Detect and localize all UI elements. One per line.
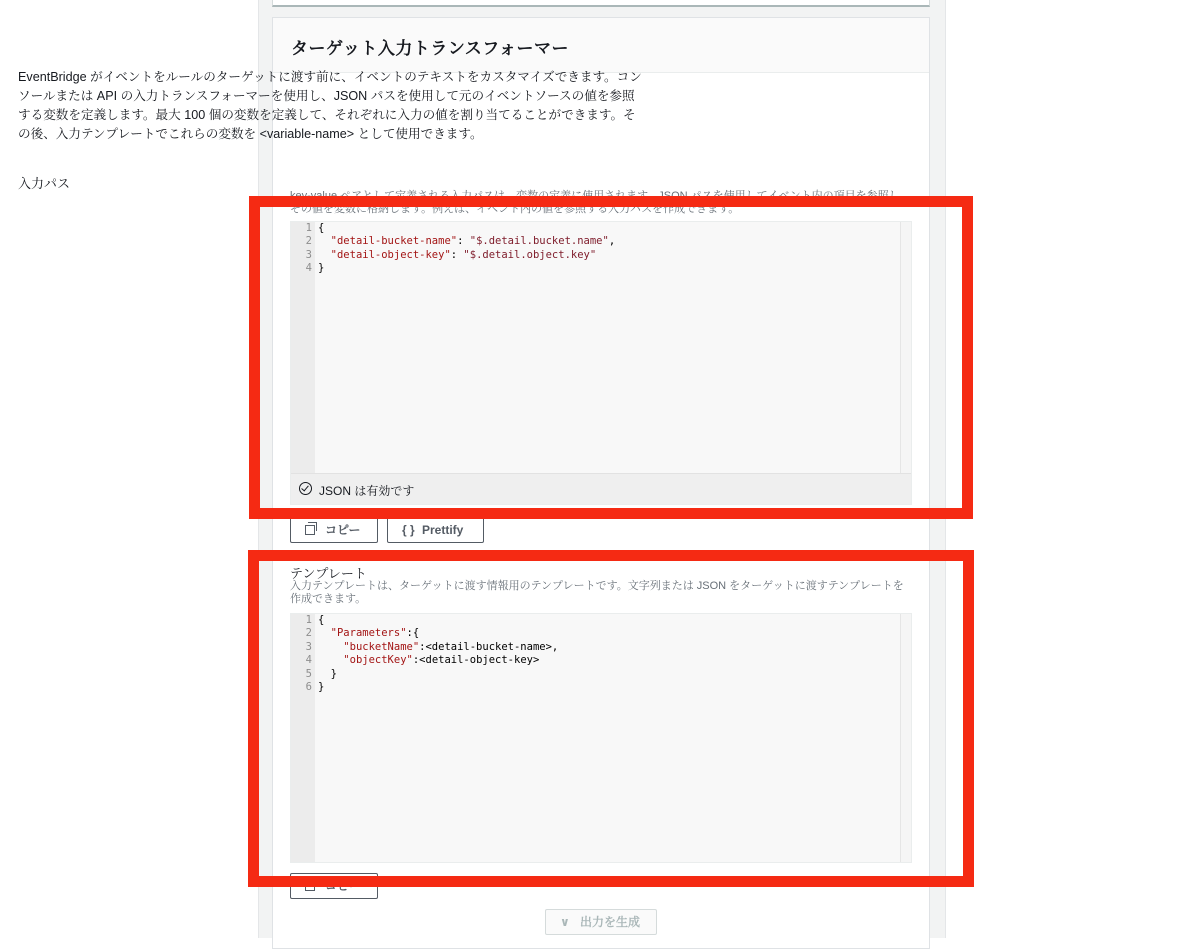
code-line: "bucketName":<detail-bucket-name>, [343, 640, 559, 653]
copy-button[interactable]: コピー [290, 517, 378, 543]
code-line: "detail-object-key": "$.detail.object.key" [330, 248, 597, 261]
highlight-box-input-path [249, 196, 973, 519]
section-title: ターゲット入力トランスフォーマー [291, 39, 569, 58]
input-path-description: key-value ペアとして定義される入力パスは、変数の定義に使用されます。JSON パスを使用してイベント内の項目を参照し、その値を変数に格納します。例えば、イベント内の値を参照する入力パスを作成できます。 [290, 190, 911, 215]
code-line: } [318, 667, 337, 680]
code-line: { [318, 222, 325, 234]
code-line: "detail-bucket-name": "$.detail.bucket.name", [330, 235, 616, 248]
card-header [273, 18, 929, 73]
input-path-label: 入力パス [18, 176, 71, 191]
template-description: 入力テンプレートは、ターゲットに渡す情報用のテンプレートです。文字列または JSON をターゲットに渡すテンプレートを作成できます。 [290, 580, 904, 605]
previous-section-edge [272, 0, 930, 7]
generate-output-button[interactable]: ∨ 出力を生成 [545, 909, 657, 935]
copy-icon [305, 525, 315, 535]
highlight-box-template [248, 550, 974, 887]
code-line: } [318, 262, 325, 275]
line-number-gutter: 1 2 3 4 5 6 [291, 614, 315, 862]
line-number-gutter: 1 2 3 4 [291, 222, 315, 504]
code-line: "Parameters":{ [330, 627, 420, 640]
code-line: } [318, 680, 325, 693]
template-label: テンプレート [290, 566, 367, 581]
code-line: "objectKey":<detail-object-key> [343, 654, 540, 667]
validation-status: JSON は有効です [319, 484, 415, 498]
section-description: EventBridge がイベントをルールのターゲットに渡す前に、イベントのテキストをカスタマイズできます。コンソールまたは API の入力トランスフォーマーを使用し、JSON パスを使用して元のイベントソースの値を参照する変数を定義します。最大 100 個の変数を定義して、それぞれに入力の値を割り当てることができます。その後、入力テンプレートでこれらの変数を <variable-name> として使用できます。 [18, 70, 642, 141]
braces-icon: { } [402, 523, 415, 537]
template-copy-button[interactable]: コピー [290, 873, 378, 899]
prettify-button[interactable]: { } Prettify [387, 517, 484, 543]
code-line: { [318, 614, 325, 626]
chevron-down-icon: ∨ [560, 915, 570, 929]
